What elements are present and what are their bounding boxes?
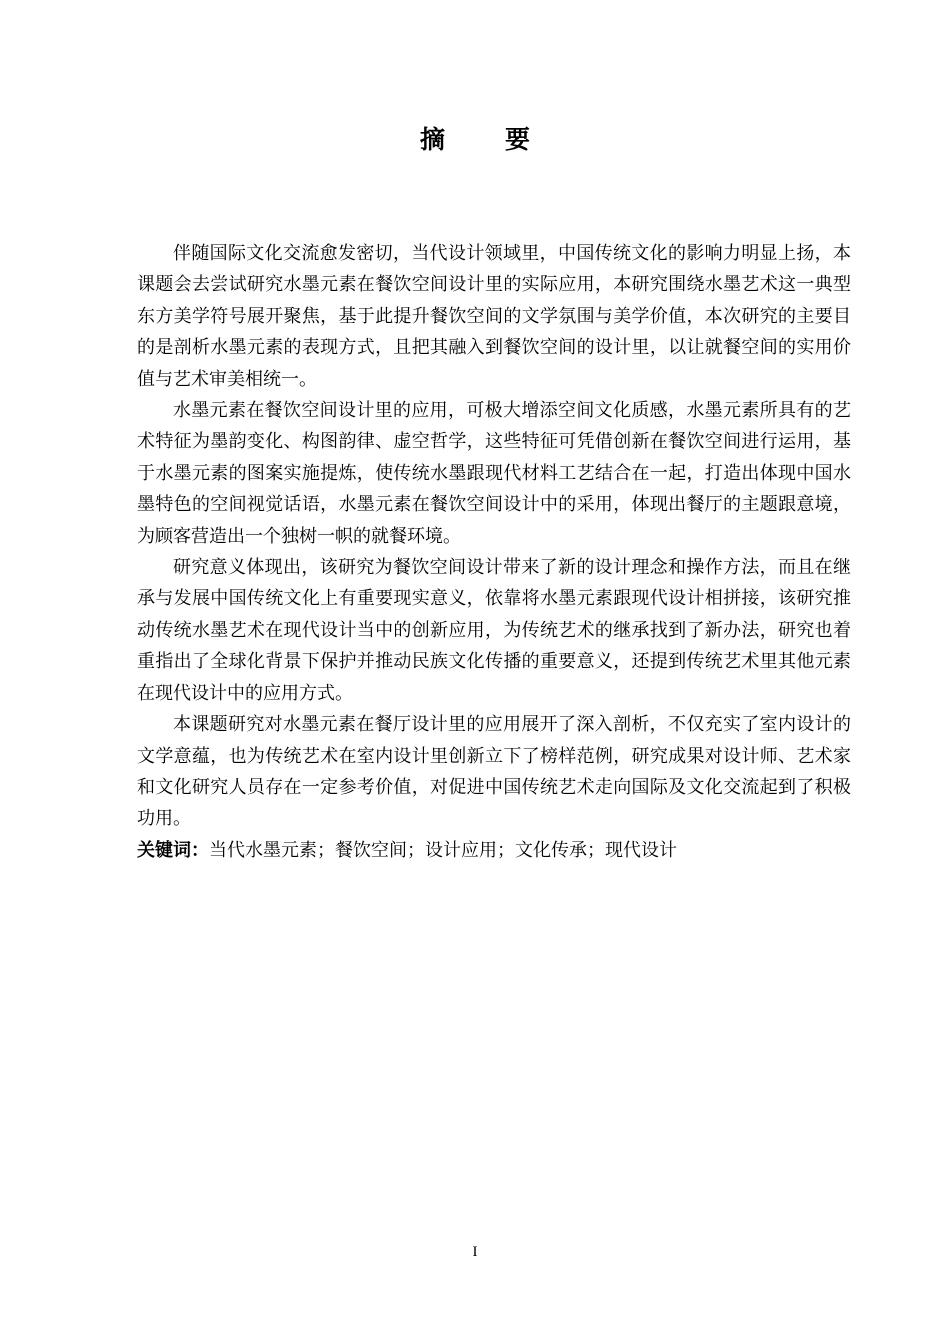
keywords-label: 关键词： bbox=[137, 839, 209, 861]
title-char-2: 要 bbox=[505, 125, 531, 154]
abstract-paragraph-4: 本课题研究对水墨元素在餐厅设计里的应用展开了深入剖析，不仅充实了室内设计的文学意蕴，也为传统艺术在室内设计里创新立下了榜样范例，研究成果对设计师、艺术家和文化研究人员存在一定参考价值，对促进中国传统艺术走向国际及文化交流起到了积极功用。 bbox=[137, 714, 851, 830]
abstract-paragraph-2: 水墨元素在餐饮空间设计里的应用，可极大增添空间文化质感，水墨元素所具有的艺术特征为墨韵变化、构图韵律、虚空哲学，这些特征可凭借创新在餐饮空间进行运用，基于水墨元素的图案实施提炼，使传统水墨跟现代材料工艺结合在一起，打造出体现中国水墨特色的空间视觉话语，水墨元素在餐饮空间设计中的采用，体现出餐厅的主题跟意境，为顾客营造出一个独树一帜的就餐环境。 bbox=[137, 400, 851, 547]
page-number: I bbox=[472, 1244, 478, 1260]
abstract-paragraph-3: 研究意义体现出，该研究为餐饮空间设计带来了新的设计理念和操作方法，而且在继承与发展中国传统文化上有重要现实意义，依靠将水墨元素跟现代设计相拼接，该研究推动传统水墨艺术在现代设计当中的创新应用，为传统艺术的继承找到了新办法，研究也着重指出了全球化背景下保护并推动民族文化传播的重要意义，还提到传统艺术里其他元素在现代设计中的应用方式。 bbox=[137, 557, 851, 704]
title-char-1: 摘 bbox=[419, 125, 445, 154]
abstract-title bbox=[0, 120, 950, 156]
keywords-line bbox=[137, 835, 851, 866]
keywords-text: 当代水墨元素；餐饮空间；设计应用；文化传承；现代设计 bbox=[209, 839, 677, 861]
abstract-paragraph-1: 伴随国际文化交流愈发密切，当代设计领域里，中国传统文化的影响力明显上扬，本课题会去尝试研究水墨元素在餐饮空间设计里的实际应用，本研究围绕水墨艺术这一典型东方美学符号展开聚焦，基于此提升餐饮空间的文学氛围与美学价值，本次研究的主要目的是剖析水墨元素的表现方式，且把其融入到餐饮空间的设计里，以让就餐空间的实用价值与艺术审美相统一。 bbox=[137, 243, 851, 390]
abstract-body bbox=[137, 238, 851, 866]
